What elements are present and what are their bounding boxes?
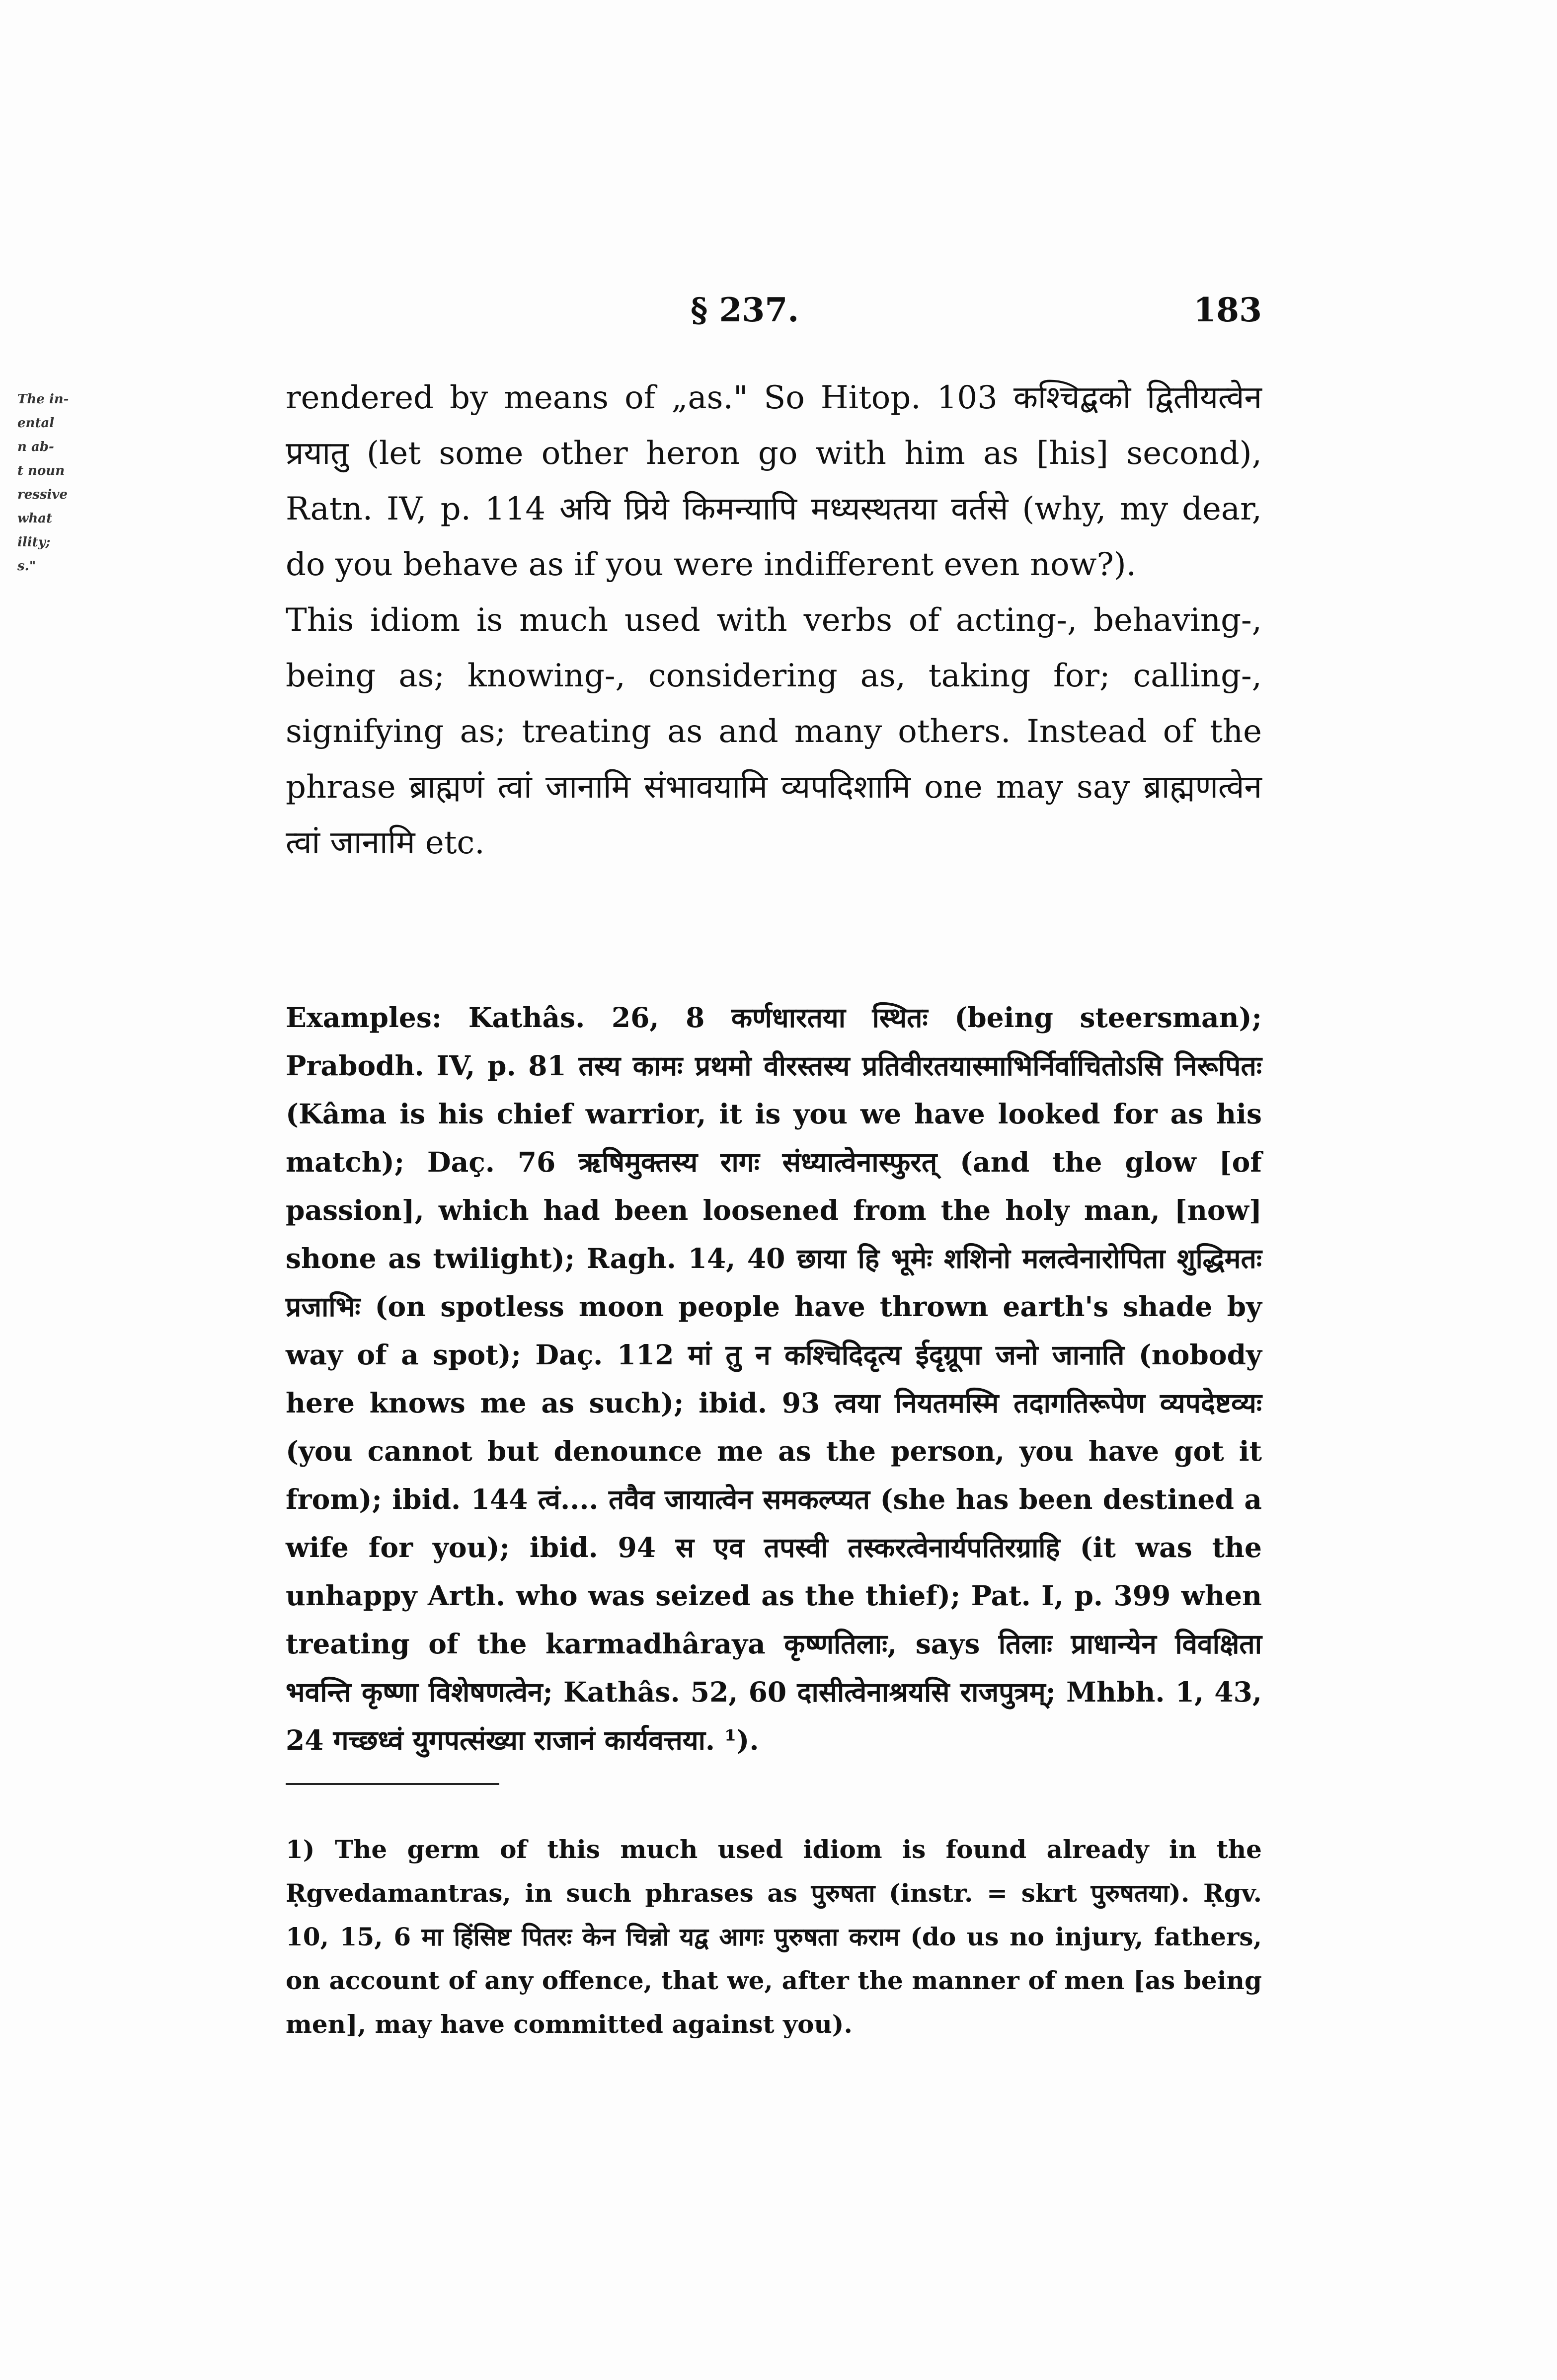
margin-note-line: what bbox=[17, 511, 53, 526]
margin-note-line: ressive bbox=[17, 487, 68, 502]
margin-note bbox=[17, 387, 99, 578]
page-header bbox=[283, 291, 1262, 330]
margin-note-line: ility; bbox=[17, 535, 51, 550]
margin-note-line: s." bbox=[17, 559, 36, 574]
margin-note-line: ental bbox=[17, 416, 55, 431]
section-number: § 237. bbox=[691, 291, 799, 329]
margin-note-line: t noun bbox=[17, 463, 65, 478]
footnote-text: 1) The germ of this much used idiom is found already in the Ṛgvedamantras, in such phrases as पुरुषता (instr. = skrt पुरुषतया). Ṛgv. 10, 15, 6 मा हिंसिष्ट पितरः केन चिन्नो यद्व आगः पुरुषता कराम (do us no injury, fathers, on account of any offence, that we, after the manner of men [as being men], may have committed against you). bbox=[286, 1835, 1262, 2039]
examples-paragraph: Examples: Kathâs. 26, 8 कर्णधारतया स्थितः (being steersman); Prabodh. IV, p. 81 तस्य कामः प्रथमो वीरस्तस्य प्रतिवीरतयास्माभिर्निर्वाचितोऽसि निरूपितः (Kâma is his chief warrior, it is you we have looked for as his match); Daç. 76 ऋषिमुक्तस्य रागः संध्यात्वेनास्फुरत् (and the glow [of passion], which had been loosened from the holy man, [now] shone as twilight); Ragh. 14, 40 छाया हि भूमेः शशिनो मलत्वेनारोपिता शुद्धिमतः प्रजाभिः (on spotless moon people have thrown earth's shade by way of a spot); Daç. 112 मां तु न कश्चिदिदृत्य ईदृग्रूपा जनो जानाति (nobody here knows me as such); ibid. 93 त्वया नियतमस्मि तदागतिरूपेण व्यपदेष्टव्यः (you cannot but denounce me as the person, you have got it from); ibid. 144 त्वं.... तवैव जायात्वेन समकल्प्यत (she has been destined a wife for you); ibid. 94 स एव तपस्वी तस्करत्वेनार्यपतिरग्राहि (it was the unhappy Arth. who was seized as the thief); Pat. I, p. 399 when treating of the karmadhâraya कृष्णतिलाः, says तिलाः प्राधान्येन विवक्षिता भवन्ति कृष्णा विशेषणत्वेन; Kathâs. 52, 60 दासीत्वेनाश्रयसि राजपुत्रम्; Mhbh. 1, 43, 24 गच्छध्वं युगपत्संख्या राजानं कार्यवत्तया. ¹). bbox=[286, 1001, 1262, 1756]
margin-note-line: The in- bbox=[17, 392, 69, 407]
page-number: 183 bbox=[1193, 291, 1262, 329]
margin-note-line: n ab- bbox=[17, 440, 54, 454]
footnote bbox=[286, 1828, 1262, 2046]
main-text bbox=[286, 370, 1262, 871]
examples-block bbox=[286, 993, 1262, 1764]
footnote-divider bbox=[286, 1783, 499, 1785]
paragraph-intro: rendered by means of „as." So Hitop. 103 कश्चिद्बको द्वितीयत्वेन प्रयातु (let some other heron go with him as [his] second), Ratn. IV, p. 114 अयि प्रिये किमन्यापि मध्यस्थतया वर्तसे (why, my dear, do you behave as if you were indifferent even now?). bbox=[286, 379, 1262, 583]
paragraph-idiom: This idiom is much used with verbs of acting-, behaving-, being as; knowing-, considering as, taking for; calling-, signifying as; treating as and many others. Instead of the phrase ब्राह्मणं त्वां जानामि संभावयामि व्यपदिशामि one may say ब्राह्मणत्वेन त्वां जानामि etc. bbox=[286, 602, 1262, 861]
